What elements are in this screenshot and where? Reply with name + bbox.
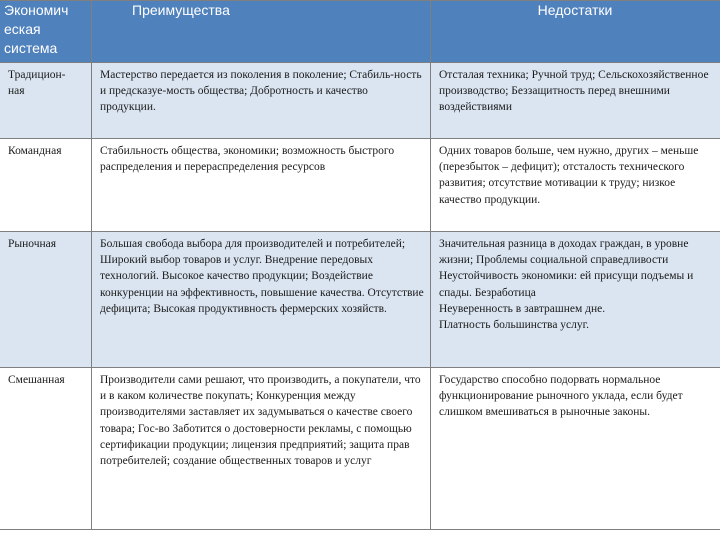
row-disadvantages-cell: Государство способно подорвать нормальное функционирование рыночного уклада, если будет слишком вмешиваться в рыночные законы. <box>431 368 720 530</box>
table-row <box>0 368 720 530</box>
table-row <box>0 232 720 368</box>
row-disadvantages-cell: Одних товаров больше, чем нужно, других – меньше (перезбыток – дефицит); отсталость технического развития; отсутствие мотивации к труду; низкое качество продукции. <box>431 139 720 232</box>
row-system-cell: Рыночная <box>0 232 92 368</box>
header-advantages: Преимущества <box>92 1 431 63</box>
header-disadvantages: Недостатки <box>431 1 720 63</box>
row-advantages-cell: Большая свобода выбора для производителей и потребителей; Широкий выбор товаров и услуг. Внедрение передовых технологий. Высокое качество продукции; Воздействие конкуренции на эффективность, повышение качества. Отсутствие дефицита; Высокая продуктивность фермерских хозяйств. <box>92 232 431 368</box>
row-advantages-cell: Производители сами решают, что производить, а покупатели, что и в каком количестве покупать; Конкуренция между производителями заставляет их задумываться о качестве своего товара; Гос-во Заботится о достоверности рекламы, с помощью сертификации продукции; лицензия предприятий; защита прав потребителей; создание общественных товаров и услуг <box>92 368 431 530</box>
row-advantages-cell: Стабильность общества, экономики; возможность быстрого распределения и перераспределения ресурсов <box>92 139 431 232</box>
row-disadvantages-cell: Значительная разница в доходах граждан, в уровне жизни; Проблемы социальной справедливости Неустойчивость экономики: ей присущи подъемы и спады. Безработица Неуверенность в завтрашнем дне. Платность большинства услуг. <box>431 232 720 368</box>
row-system-cell: Смешанная <box>0 368 92 530</box>
header-system: Экономич еская система <box>0 1 92 63</box>
table-row <box>0 63 720 139</box>
table-header-row <box>0 1 720 63</box>
row-system-cell: Традицион- ная <box>0 63 92 139</box>
row-system-cell: Командная <box>0 139 92 232</box>
table-row <box>0 139 720 232</box>
row-advantages-cell: Мастерство передается из поколения в поколение; Стабиль-ность и предсказуе-мость общества; Добротность и качество продукции. <box>92 63 431 139</box>
row-disadvantages-cell: Отсталая техника; Ручной труд; Сельскохозяйственное производство; Беззащитность перед внешними воздействиями <box>431 63 720 139</box>
